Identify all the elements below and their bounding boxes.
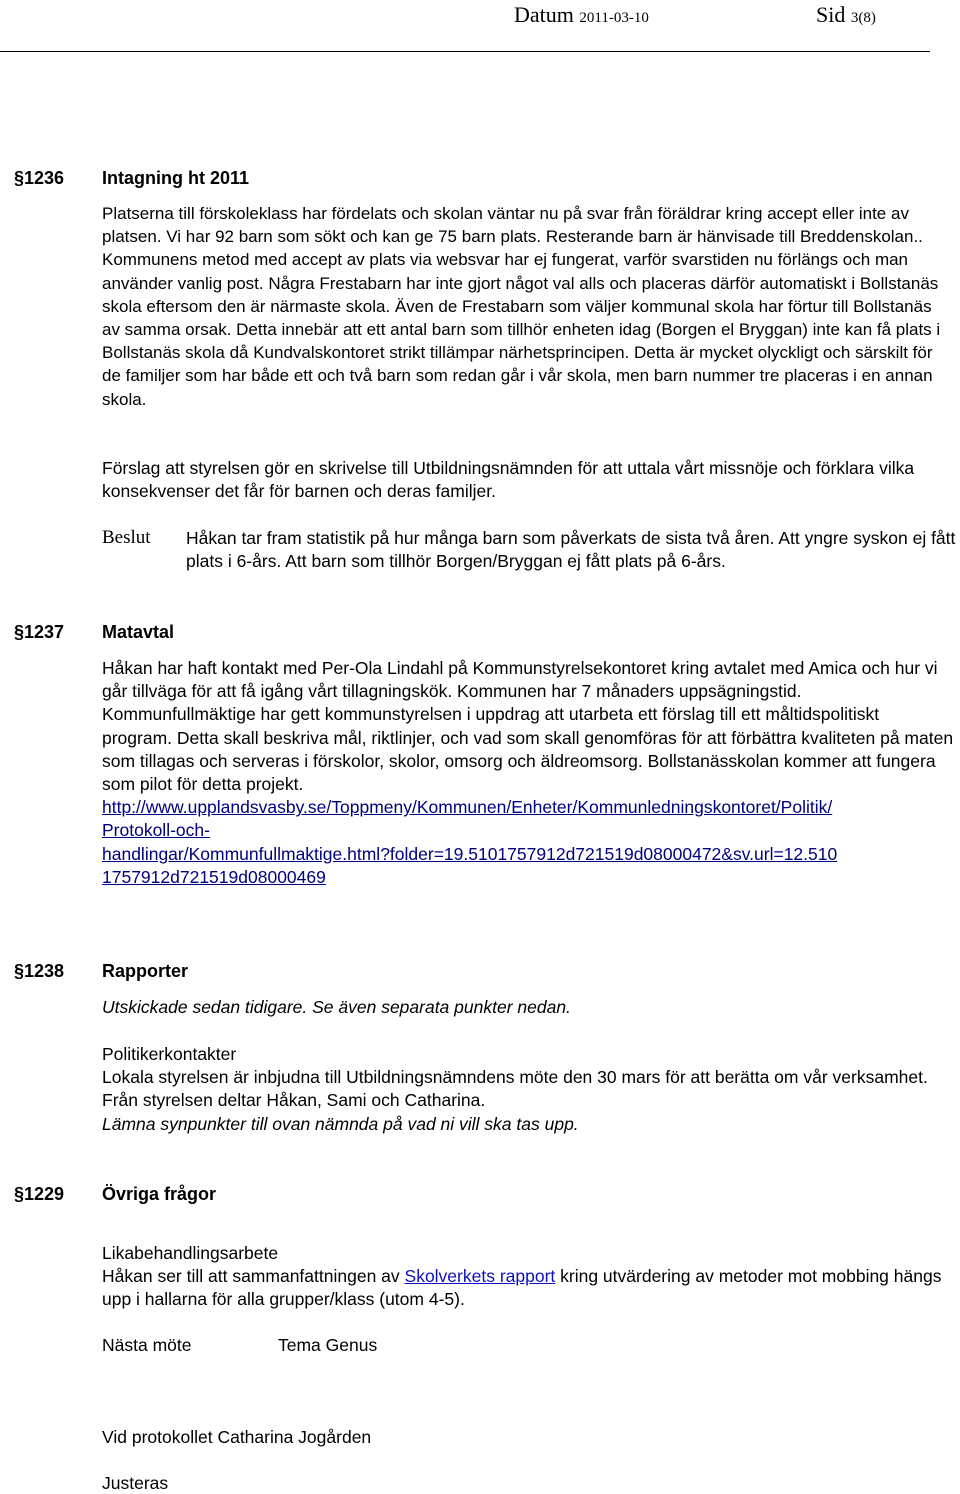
section-number: §1236 bbox=[14, 168, 65, 188]
next-meeting-value: Tema Genus bbox=[278, 1335, 378, 1355]
adjusted-label: Justeras bbox=[102, 1473, 169, 1493]
section-paragraph bbox=[102, 202, 954, 411]
section-title: Intagning ht 2011 bbox=[102, 168, 250, 188]
section-paragraph bbox=[102, 1242, 954, 1312]
header-date-label: Datum bbox=[514, 2, 574, 27]
note-text: Lämna synpunkter till ovan nämnda på vad ni vill ska tas upp. bbox=[102, 1113, 579, 1134]
link-line: Protokoll-och- bbox=[102, 820, 210, 841]
header-page bbox=[816, 2, 876, 28]
link-line: handlingar/Kommunfullmaktige.html?folder=19.5101757912d721519d08000472&sv.url=12.510 bbox=[102, 843, 838, 864]
section-paragraph bbox=[102, 657, 954, 889]
section-intro: Utskickade sedan tidigare. Se även separata punkter nedan. bbox=[102, 997, 571, 1017]
header-date-value: 2011-03-10 bbox=[579, 10, 649, 26]
protocol-signature: Vid protokollet Catharina Jogården bbox=[102, 1427, 372, 1447]
paragraph-text: Platserna till förskoleklass har fördelats och skolan väntar nu på svar från föräldrar kring accept eller inte av platsen. Vi har 92 barn som sökt och kan ge 75 barn plats. Resterande barn är hänvisade till Breddenskolan.. Kommunens metod med accept av plats via websvar har ej fungerat, varför svarstiden nu förlängs och man använder vanlig post. Några Frestabarn har inte gjort något val alls och placeras därför automatiskt i Bollstanäs skola eftersom den är närmaste skola. Även de Frestabarn som väljer kommunal skola har förtur till Bollstanäs av samma orsak. Detta innebär att ett antal barn som tillhör enheten idag (Borgen el Bryggan) inte kan få plats i Bollstanäs skola då Kundvalskontoret strikt tillämpar närhetsprincipen. Detta är mycket olyckligt och särskilt för de familjer som har både ett och två barn som redan går i vår skola, men barn nummer tre placeras i en annan skola. bbox=[102, 204, 941, 409]
skolverket-report-link[interactable]: Skolverkets rapport bbox=[404, 1266, 556, 1287]
paragraph-text: Håkan har haft kontakt med Per-Ola Lindahl på Kommunstyrelsekontoret kring avtalet med Amica och hur vi går tillväga för att få igång vårt tillagningskök. Kommunen har 7 månaders uppsägningstid. bbox=[102, 658, 938, 702]
page-header bbox=[0, 0, 960, 54]
link-line: http://www.upplandsvasby.se/Toppmeny/Kommunen/Enheter/Kommunledningskontoret/Politik/ bbox=[102, 797, 833, 818]
decision-label: Beslut bbox=[102, 527, 151, 548]
header-divider bbox=[0, 51, 930, 52]
section-paragraph bbox=[102, 457, 954, 503]
section-title: Övriga frågor bbox=[102, 1184, 217, 1204]
protocol-link[interactable] bbox=[102, 796, 954, 889]
section-number: §1237 bbox=[14, 622, 65, 642]
section-paragraph bbox=[102, 1043, 954, 1136]
header-page-number: 3 bbox=[850, 10, 859, 26]
text-after-link: kring utvärdering av metoder mot mobbing hängs upp i hallarna för alla grupper/klass (utom 4-5). bbox=[102, 1266, 942, 1310]
paragraph-text bbox=[102, 1265, 954, 1311]
header-page-label: Sid bbox=[816, 2, 846, 27]
section-title: Rapporter bbox=[102, 961, 189, 981]
text-before-link: Håkan ser till att sammanfattningen av bbox=[102, 1266, 405, 1287]
paragraph-text: Förslag att styrelsen gör en skrivelse till Utbildningsnämnden för att uttala vårt missnöje och förklara vilka konsekvenser det får för barnen och deras familjer. bbox=[102, 458, 915, 502]
link-line: 1757912d721519d08000469 bbox=[102, 866, 326, 887]
section-number: §1238 bbox=[14, 961, 65, 981]
sub-heading: Politikerkontakter bbox=[102, 1044, 237, 1064]
section-title: Matavtal bbox=[102, 622, 175, 642]
section-number: §1229 bbox=[14, 1184, 65, 1204]
header-date bbox=[514, 2, 649, 28]
decision-text: Håkan tar fram statistik på hur många barn som påverkats de sista två åren. Att yngre syskon ej fått plats i 6-års. Att barn som tillhör Borgen/Bryggan ej fått plats på 6-års. bbox=[186, 528, 956, 572]
sub-heading: Likabehandlingsarbete bbox=[102, 1243, 279, 1263]
header-page-total: (8) bbox=[858, 10, 876, 26]
paragraph-text: Lokala styrelsen är inbjudna till Utbildningsnämndens möte den 30 mars för att berätta om vår verksamhet. Från styrelsen deltar Håkan, Sami och Catharina. bbox=[102, 1067, 928, 1111]
paragraph-text: Kommunfullmäktige har gett kommunstyrelsen i uppdrag att utarbeta ett förslag till ett måltidspolitiskt program. Detta skall beskriva mål, riktlinjer, och vad som skall genomföras för att förbättra kvaliteten på maten som tillagas och serveras i förskolor, skolor, omsorg och äldreomsorg. Bollstanässkolan kommer att fungera som pilot för detta projekt. bbox=[102, 704, 954, 795]
next-meeting-label: Nästa möte bbox=[102, 1335, 192, 1355]
